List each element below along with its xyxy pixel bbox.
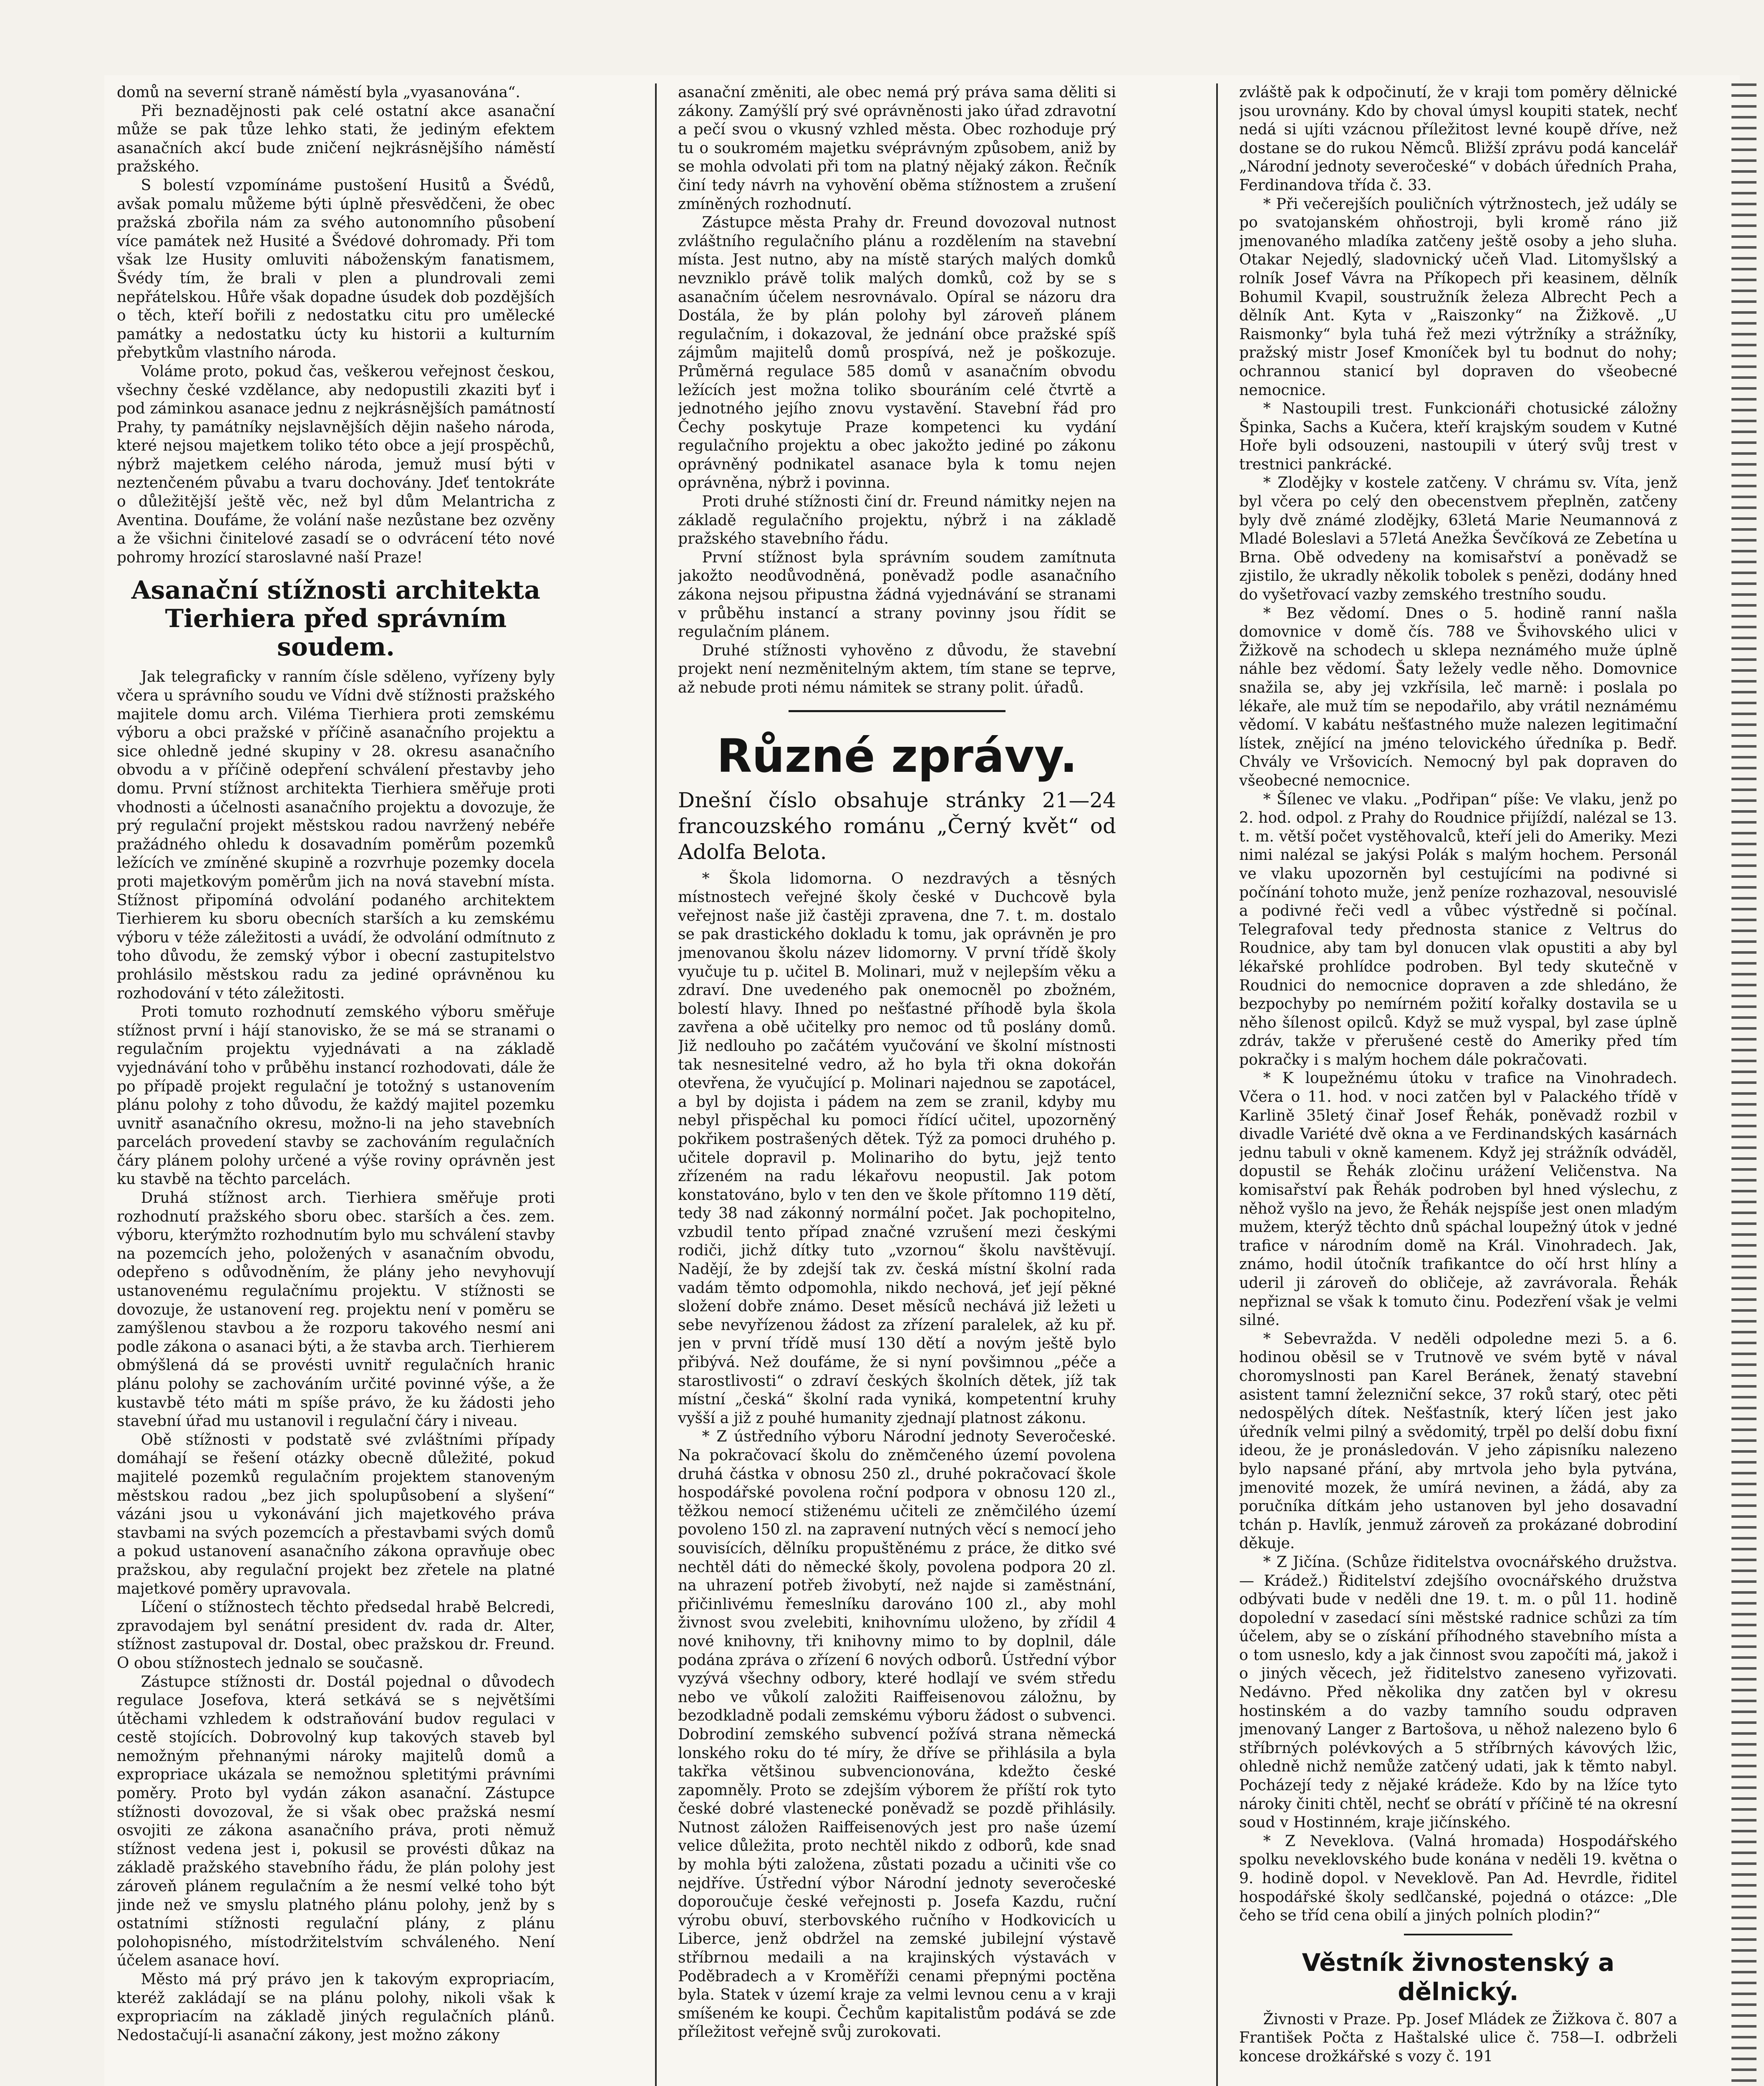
column-1 <box>117 83 555 2086</box>
article-text: Voláme proto, pokud čas, veškerou veřejnost českou, všechny české vzdělance, aby nedopustili zkaziti byť i pod záminkou asanace jednu z nejkrásnějších památností Prahy, ty památníky nejslavnějších dějin našeho národa, které nejsou majetkem toliko této obce a její prospěchů, nýbrž majetkem celého národa, jemuž musí býti v neztenčeném půvabu a tvaru dochovány. Jdeť tentokráte o důležitější ještě věc, než byl dům Melantricha z Aventina. Doufáme, že volání naše nezůstane bez ozvěny a že všichni činitelové zasadí se o odvrácení této nové pohromy hrozící staroslavné naší Praze! <box>117 363 555 566</box>
article-text: * Šílenec ve vlaku. „Podřipan“ píše: Ve vlaku, jenž po 2. hod. odpol. z Prahy do Roudnice přijíždí, nalézal se 13. t. m. větší počet vystěhovalců, kteří jeli do Ameriky. Mezi nimi nalézal se jakýsi Polák s malým hochem. Personál ve vlaku upozorněn byl cestujícími na podivné si počínání tohoto muže, jenž peníze rozhazoval, nesouvislé a podivné řeči vedl a vůbec výstředně si počínal. Telegrafoval tedy přednosta stanice z Veltrus do Roudnice, aby tam byl donucen vlak opustiti a aby byl lékařské prohlídce podroben. Byl tedy skutečně v Roudnici do nemocnice dopraven a zde shledáno, že bezpochyby po nemírném požití kořalky dostavila se u něho šílenost opilců. Když se muž vyspal, byl zase úplně zdráv, takže v přerušené cestě do Ameriky před tím pokračky i s malým hochem dále pokračovati. <box>1239 791 1677 1068</box>
article-text: Město má prý právo jen k takovým expropriacím, kteréž zakládají se na plánu polohy, nikoli však k expropriacím na základě jiných regulačních plánů. Nedostačují-li asanační zákony, jest možno zákony <box>117 1971 555 2044</box>
article-text: Proti tomuto rozhodnutí zemského výboru směřuje stížnost první i hájí stanovisko, že se má se stranami o regulačním projektu vyjednávati a na základě vyjednávání toho v průběhu instancí rozhodovati, dále že po případě projekt regulační je totožný s ustanovením plánu polohy z toho důvodu, že každý majitel pozemku uvnitř asanačního okresu, možno-li na jeho stavebních parcelách provedení stavby se zachováním regulačních čáry plánem polohy určené a výše roviny oprávněn jest ku stavbě na těchto parcelách. <box>117 1003 555 1188</box>
article-text: * Při večerejších pouličních výtržnostech, jež udály se po svatojanském ohňostroji, byli kromě ráno již jmenovaného mladíka zatčeny ještě osoby a jeho sluha. Otakar Nejedlý, sladovnický učeň Vlad. Litomyšlský a rolník Josef Vávra na Příkopech při keasinem, dělník Bohumil Kvapil, soustružník železa Albrecht Pech a dělník Ant. Kyta v „Raiszonky“ na Žižkově. „U Raismonky“ byla tuhá řež mezi výtržníky a strážníky, pražský mistr Josef Kmoníček byl tu bodnut do nohy; ochrannou stanicí byl dopraven do všeobecné nemocnice. <box>1239 195 1677 399</box>
article-text: * Zlodějky v kostele zatčeny. V chrámu sv. Víta, jenž byl včera po celý den obecenstvem přeplněn, zatčeny byly dvě známé zlodějky, 63letá Marie Neumannová z Mladé Boleslavi a 57letá Anežka Ševčíková ze Zebetína u Brna. Obě odvedeny na komisařství a poněvadž se zjistilo, že ukradly několik tobolek s penězi, dodány hned do vyšetřovací vazby zemského trestního soudu. <box>1239 474 1677 604</box>
article-text: Zástupce stížnosti dr. Dostál pojednal o důvodech regulace Josefova, která setkává se s největšími útěchami vzhledem k odstraňování budov regulaci v cestě stojících. Dobrovolný kup takových staveb byl nemožným přehnanými nároky majitelů domů a expropriace ukázala se nemožnou spletitými právními poměry. Proto byl vydán zákon asanační. Zástupce stížnosti dovozoval, že si však obec pražská nesmí osvojiti ze zákona asanačního práva, proti němuž stížnost vedena jest i, pokusil se provésti důkaz na základě pražského stavebního řádu, že plán polohy jest zároveň plánem regulačním a že nesmí velké toho být jinde než ve smyslu platného plánu polohy, jenž by s ostatními stížnosti regulační plány, z plánu polohopisného, místodržitelstvím schváleného. Není účelem asanace hoví. <box>117 1673 555 1970</box>
article-text: Druhá stížnost arch. Tierhiera směřuje proti rozhodnutí pražského sboru obec. starších a čes. zem. výboru, kterýmžto rozhodnutím bylo mu schválení stavby na pozemcích jeho, položených v asanačním obvodu, odepřeno s odůvodněním, že plány jeho nevyhovují ustanovenému regulačnímu projektu. V stížnosti se dovozuje, že ustanovení reg. projektu není v poměru se zamýšlenou stavbou a že rozporu takového nesmí ani podle zákona o asanaci býti, a že stavba arch. Tierhierem obmýšlená dá se provésti uvnitř regulačních hranic plánu polohy se zachováním určité povinné výše, a že kustavbě této máti m spíše právo, že ku žádosti jeho stavební úřad mu ustanovil i regulační čáry i niveau. <box>117 1189 555 1430</box>
article-text: Druhé stížnosti vyhověno z důvodu, že stavební projekt není nezměnitelným aktem, tím stane se teprve, až nebude proti nému námitek se strany polit. úřadů. <box>678 642 1116 696</box>
column-divider <box>1216 83 1218 2086</box>
article-text: Líčení o stížnostech těchto předsedal hrabě Belcredi, zpravodajem byl senátní president dv. rada dr. Alter, stížnost zastupoval dr. Dostal, obec pražskou dr. Freund. O obou stížnostech jednalo se současně. <box>117 1599 555 1672</box>
article-text: domů na severní straně náměstí byla „vyasanována“. <box>117 84 520 101</box>
article-text: zvláště pak k odpočinutí, že v kraji tom poměry dělnické jsou urovnány. Kdo by choval úmysl koupiti statek, nechť nedá si ujíti vzácnou příležitost levné koupě dříve, než dostane se do rukou Němců. Bližší zprávu podá kancelář „Národní jednoty severočeské“ v dobách úředních Praha, Ferdinandova třída č. 33. <box>1239 84 1677 194</box>
article-text: Zástupce města Prahy dr. Freund dovozoval nutnost zvláštního regulačního plánu a rozdělením na stavební místa. Jest nutno, aby na místě starých malých domků nevzniklo právě tolik malých domků, což by se s asanačním účelem nesrovnávalo. Opíral se názoru dra Dostála, že by plán polohy byl zároveň plánem regulačním, i dokazoval, že jednání obce pražské spíš zájmům majitelů domů prospívá, než je poškozuje. Průměrná regulace 585 domů v asanačním obvodu ležících jest možna toliko sbouráním celé čtvrtě a jednotného jejího znovu vystavění. Stavební řád pro Čechy poskytuje Praze kompetenci ku vydání regulačního projektu a obec jakožto jediné po zákonu oprávněný podnikatel asanace byla k tomu nejen oprávněna, nýbrž i povinna. <box>678 214 1116 492</box>
headline-ruzne-zpravy: Různé zprávy. <box>716 729 1078 783</box>
article-text: * Z ústředního výboru Národní jednoty Severočeské. Na pokračovací školu do zněmčeného území povolena druhá částka v obnosu 250 zl., druhé pokračovací škole hospodářské povolena roční podpora v obnosu 120 zl., těžkou nemocí stiženému učiteli ze zněmčilého území povoleno 150 zl. na zapravení nutných věcí s nemocí jeho souvisících, dělníku propuštěnému z práce, že ditko své nechtěl dáti do německé školy, povolena podpora 20 zl. na uhrazení potřeb živobytí, než najde si zaměstnání, přičinlivému řemeslníku darováno 100 zl., aby mohl živnost svou zvelebiti, knihovnímu uloženo, by zřídil 4 nové knihovny, tři knihovny mimo to by doplnil, dále podána zpráva o zřízení 6 nových odborů. Ústřední výbor vyzývá všechny odbory, které hodlají ve svém středu nebo ve vůkolí založiti Raiffeisenovou záložnu, by bezodkladně podali zemskému výboru žádost o subvenci. Dobrodiní zemského subvencí požívá strana německá lonského roku do té míry, že dříve se přihlásila a byla takřka většinou subvencionována, kdežto české zapomněly. Proto se zdejším výborem že příští rok tyto české dobré vlastenecké poněvadž se pozdě přihlásily. Nutnost záložen Raiffeisenových jest pro naše území velice důležita, proto nechtěl nikdo z odborů, kde snad by mohla býti založena, zůstati pozadu a učiniti vše co nejdříve. Ústřední výbor Národní jednoty severočeské doporoučuje české veřejnosti p. Josefa Kazdu, ruční výrobu obuví, sterbovského ručního v Hodkovicích u Liberce, jenž obdržel na zemské jubilejní výstavě stříbrnou medaili a na krajinských výstavách v Poděbradech a v Kroměříži cenami přepnými poctěna byla. Statek v území kraje za velmi levnou cenu a v kraji smíšeném ke koupi. Čechům kapitalistům podává se zde příležitost veřejně svůj zurokovati. <box>678 1428 1116 2041</box>
article-text: * Sebevražda. V neděli odpoledne mezi 5. a 6. hodinou oběsil se v Trutnově ve svém bytě v nával choromyslnosti pan Karel Beránek, ženatý stavební asistent tamní železniční sekce, 37 roků starý, otec pěti nedospělých dítek. Nešťastník, který líčen jest jako úředník velmi pilný a svědomitý, trpěl po delší dobu fixní ideou, že je pronásledován. V jeho zápisníku nalezeno bylo napsané přání, aby mrtvola jeho byla pytvána, jmenovité mozek, že umírá nevinen, a žádá, aby za poručníka dítkám jeho ustanoven byl jeho dosavadní tchán p. Havlík, jenmuž zároveň za prokázané dobrodiní děkuje. <box>1239 1330 1677 1552</box>
column-3 <box>1239 83 1677 2086</box>
article-text: Obě stížnosti v podstatě své zvláštními případy domáhají se řešení otázky obecně důležité, pokud majitelé pozemků regulačním projektem stanoveným městskou radou „bez jich spolupůsobení a slyšení“ vázáni jsou u vykonávání jich majetkového práva stavbami na svých pozemcích a přestavbami svých domů a pokud ustanovení asanačního zákona opravňuje obec pražskou, aby regulační projekt bez zřetele na platné majetkové poměry upravovala. <box>117 1431 555 1597</box>
article-text: S bolestí vzpomínáme pustošení Husitů a Švédů, avšak pomalu můžeme býti úplně přesvědčeni, že obec pražská zbořila nám za svého autonomního působení více památek než Husité a Švédové dohromady. Při tom však lze Husity omluviti náboženským fanatismem, Švédy tím, že brali v plen a plundrovali zemi nepřátelskou. Hůře však dopadne úsudek dob pozdějších o těch, kteří bořili z nedostatku citu pro umělecké památky a nedostatku úcty ku historii a kulturním přebytkům vlastního národa. <box>117 176 555 362</box>
newspaper-page <box>104 75 1740 2086</box>
article-text: * Bez vědomí. Dnes o 5. hodině ranní našla domovnice v domě čís. 788 ve Švihovského ulici v Žižkově na schodech u sklepa neznámého muže úplně náhle bez vědomí. Šaty ležely vedle něho. Domovnice snažila se, aby jej vzkřísila, leč marně: i poslala po lékaře, ale muž tím se nepodařilo, aby vrátil neznámému vědomí. V kabátu nešťastného muže nalezen legitimační lístek, znějící na jméno telovického úředníka p. Bedř. Chvály ve Vršovicích. Nemocný byl pak dopraven do všeobecné nemocnice. <box>1239 605 1677 789</box>
article-text: * Z Neveklova. (Valná hromada) Hospodářského spolku neveklovského bude konána v neděli 19. května o 9. hodině dopol. v Neveklově. Pan Ad. Hevrdle, řiditel hospodářské školy sedlčanské, pojedná o otázce: „Dle čeho se tříd cena obilí a jiných polních plodin?“ <box>1239 1832 1677 1925</box>
section-divider <box>789 710 1005 712</box>
headline-vestnik: Věstník živnostenský a dělnický. <box>1302 1948 1615 2006</box>
article-text: * Škola lidomorna. O nezdravých a těsných místnostech veřejné školy české v Duchcově byla veřejnost naše již častěji zpravena, dne 7. t. m. dostalo se pak drastického dokladu k tomu, jak oprávněn je pro jmenovanou školu název lidomorny. V první třídě školy vyučuje tu p. učitel B. Molinari, muž v nejlepším věku a zdraví. Dne uvedeného pak onemocněl po zbožném, bolestí hlavy. Ihned po nešťastné příhodě byla škola zavřena a obě učitelky pro nemoc od tů poslány domů. Již nedlouho po začátém vyučování ve školní místnosti tak nesnesitelné vedro, až ho byla tři okna dokořán otevřena, že vyučující p. Molinari najednou se zapotácel, a byl by dojista i pádem na zem se zranil, kdyby mu nebyl přispěchal ku pomoci řídící učitel, upozorněný pokřikem postrašených dětek. Týž za pomoci druhého p. učitele dopravil p. Molinariho do bytu, jejž tento zřízeném na radu lékařovu neopustil. Jak potom konstatováno, bylo v ten den ve škole přítomno 119 dětí, tedy 38 nad zákonný normální počet. Jak pochopitelno, vzbudil tento případ značné vzrušení mezi českými rodiči, jichž dítky tuto „vzornou“ školu navštěvují. Nadějí, že by zdejší tak zv. česká místní školní rada vadám těmto odpomohla, nikdo nechová, jeť její pěkné složení dobře známo. Deset měsíců nechává již ležeti u sebe nevyřízenou žádost za zřízení paralelek, až ku př. jen v první třídě musí 130 dětí a novým ještě bylo přibývá. Než doufáme, že si nyní povšimnou „péče a starostlivosti“ o zdraví českých školních dětek, jíž tak místní „česká“ školní rada vyniká, kompetentní kruhy vyšší a již z pouhé humanity zjednají platnost zákonu. <box>678 870 1116 1427</box>
section-divider <box>1404 1934 1512 1935</box>
article-text: První stížnost byla správním soudem zamítnuta jakožto neodůvodněná, poněvadž podle asanačního zákona nejsou připustna žádná vyjednávání se stranami v průběhu instancí a strany povinny jsou řídit se regulačním plánem. <box>678 549 1116 641</box>
column-2 <box>678 83 1116 2086</box>
article-text: * K loupežnému útoku v trafice na Vinohradech. Včera o 11. hod. v noci zatčen byl v Palackého třídě v Karlině 35letý činař Josef Řehák, poněvadž rozbil v divadle Variété dvě okna a ve Ferdinandských kasárnách jednu tabuli v okně kamenem. Když jej strážník odváděl, dopustil se Řehák zločinu urážení Veličenstva. Na komisařství pak Řehák podroben byl hned výslechu, z něhož vyšlo na jevo, že Řehák nejspíše jest onen mladým mužem, kterýž těchto dnů spáchal loupežný útok v jedné trafice v národním domě na Král. Vinohradech. Jak, známo, hodil útočník trafikantce do očí hrst hlíny a uderil ji zároveň do obličeje, až zavrávorala. Řehák nepřiznal se však k tomuto činu. Podezření však je velmi silné. <box>1239 1070 1677 1329</box>
page-edge-shadow <box>1731 83 1756 2086</box>
article-text: * Nastoupili trest. Funkcionáři chotusické záložny Špinka, Sachs a Kučera, kteří krajským soudem v Kutné Hoře byli odsouzeni, nastoupili v úterý svůj trest v trestnici pankrácké. <box>1239 400 1677 473</box>
article-text: Živnosti v Praze. Pp. Josef Mládek ze Žižkova č. 807 a František Počta z Haštalské ulice č. 758—I. odbrželi koncese drožkářské s vozy č. 191 <box>1239 2010 1677 2065</box>
novel-note: Dnešní číslo obsahuje stránky 21—24 francouzského románu „Černý květ“ od Adolfa Belota. <box>678 788 1116 864</box>
article-text: Jak telegraficky v ranním čísle sděleno, vyřízeny byly včera u správního soudu ve Vídni dvě stížnosti pražského majitele domu arch. Viléma Tierhiera proti zemskému výboru a obci pražské v příčině asanačního projektu a sice ohledně jedné skupiny v 28. okresu asanačního obvodu a v příčině odepření schválení přestavby jeho domu. První stížnost architekta Tierhiera směřuje proti vhodnosti a účelnosti asanačního projektu a dovozuje, že prý regulační projekt městskou radou navržený nebéře pražádného ohledu k dosavadním poměrům pozemků ležících ve zmíněné skupině a rozvrhuje pozemky docela proti majetkovým poměrům jich na nová stavební místa. Stížnost připomíná odvolání podaného architektem Tierhierem ku sboru obecních starších a ku zemskému výboru v téže záležitosti a uvádí, že odvolání odmítnuto z toho důvodu, že zemský výbor i obecní zastupitelstvo prohlásilo městskou radu za jediné oprávněnou ku rozhodování v této záležitosti. <box>117 668 555 1002</box>
article-text: * Z Jičína. (Schůze řiditelstva ovocnářského družstva. — Krádež.) Řiditelství zdejšího ovocnářského družstva odbývati bude v neděli dne 19. t. m. o půl 11. hodině dopolední v zasedací síni městské radnice schůzi za tím účelem, aby se o získání příhodného stavebního místa a o tom usneslo, kdy a jak činnost svou započíti má, jakož i o jiných věcech, jež řiditelstvo zaneseno vyřizovati. Nedávno. Před několika dny zatčen byl v okresu hostinském a do vazby tamního soudu odpraven jmenovaný Langer z Bartošova, u něhož nalezeno bylo 6 stříbrných polévkových a 5 stříbrných kávových lžic, ohledně nichž nemůže zatčený udati, jak k těmto nabyl. Pocházejí tedy z nějaké krádeže. Kdo by na lžíce tyto nároky činiti chtěl, nechť se obrátí v příčině té na okresní soud v Hostinném, kraje jičínského. <box>1239 1553 1677 1832</box>
column-divider <box>655 83 657 2086</box>
article-text: asanační změniti, ale obec nemá prý práva sama děliti si zákony. Zamýšlí prý své oprávněnosti jako úřad zdravotní a pečí svou o vkusný vzhled města. Obec rozhoduje prý tu o soukromém majetku svéprávným způsobem, aniž by se mohla odvolati při tom na platný nějaký zákon. Řečník činí tedy návrh na vyhovění oběma stížnostem a zrušení zmíněných rozhodnutí. <box>678 84 1116 213</box>
article-text: Při beznadějnosti pak celé ostatní akce asanační může se pak tůze lehko stati, že jediným efektem asanačních akcí bude zničení nejkrásnějšího náměstí pražského. <box>117 102 555 176</box>
article-text: Proti druhé stížnosti činí dr. Freund námitky nejen na základě regulačního projektu, nýbrž i na základě pražského stavebního řádu. <box>678 493 1116 548</box>
headline-asanacni-stiznosti: Asanační stížnosti architekta Tierhiera před správním soudem. <box>131 576 541 662</box>
